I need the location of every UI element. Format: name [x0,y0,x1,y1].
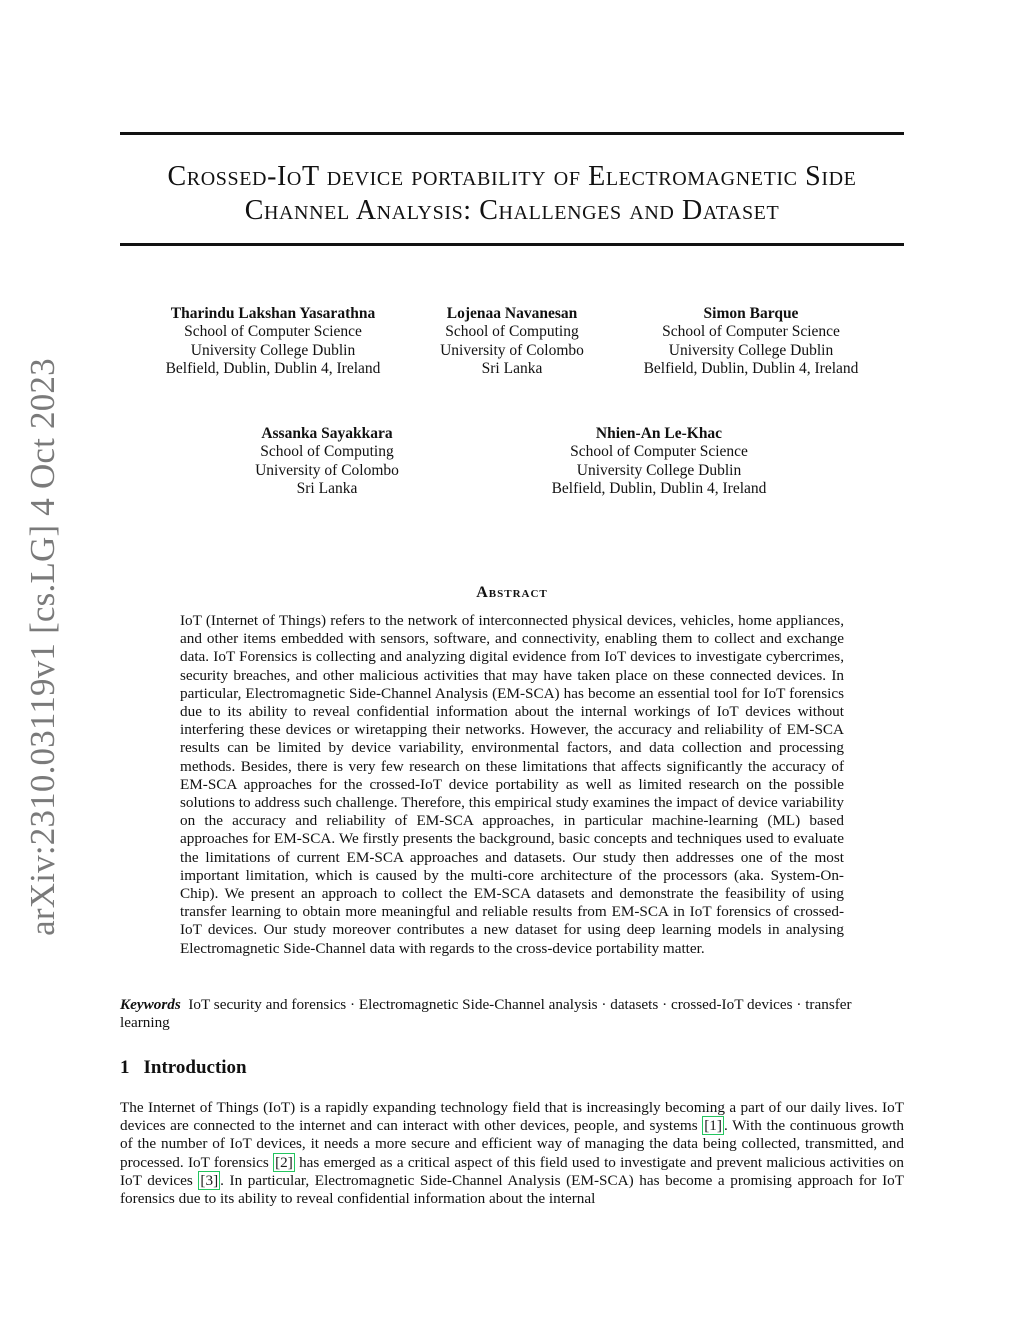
author-affiliation-line: Belfield, Dublin, Dublin 4, Ireland [551,479,767,497]
author-affiliation-line: University College Dublin [190,341,356,359]
author-block [255,425,399,498]
intro-text-segment: The Internet of Things (IoT) is a rapidly expanding technology field that is increasingly becoming a part of our daily lives. IoT devices are connected to the internet and can interact with other devices, people, and systems [120,1099,904,1135]
author-affiliation-line: School of Computer Science [184,323,362,341]
introduction-paragraph [120,1099,904,1208]
author-affiliation-line: School of Computer Science [662,323,840,341]
keywords-label: Keywords [120,996,181,1013]
author-name: Assanka Sayakkara [261,425,393,442]
intro-text-segment: . With the continuous growth of the number of IoT devices, it needs a more secure and efficient way of managing the data being collected, transmitted, and processed. IoT forensics [120,1117,905,1171]
title-top-rule [120,132,904,135]
section-heading-introduction [120,1057,247,1079]
citation-link[interactable]: [3] [200,1171,219,1189]
author-block [552,425,767,498]
citation-link[interactable]: [2] [275,1153,293,1171]
author-name: Lojenaa Navanesan [446,305,578,322]
section-title: Introduction [143,1057,247,1078]
author-name: Tharindu Lakshan Yasarathna [170,305,376,322]
author-affiliation-line: University College Dublin [576,461,742,479]
keywords [120,996,904,1032]
author-affiliation-line: Sri Lanka [296,479,358,497]
author-affiliation-line: University of Colombo [440,341,584,359]
author-affiliation-line: School of Computing [445,323,579,341]
citation-link[interactable]: [1] [704,1117,722,1135]
author-affiliation-line: University College Dublin [668,341,834,359]
author-affiliation-line: University of Colombo [255,461,399,479]
intro-text-segment: . In particular, Electromagnetic Side-Channel Analysis (EM-SCA) has become a promising approach for IoT forensics due to its ability to reveal confidential information about the internal [120,1171,904,1208]
author-name: Nhien-An Le-Khac [595,425,723,442]
author-name: Simon Barque [703,305,799,322]
keywords-list: IoT security and forensics · Electromagnetic Side-Channel analysis · datasets · crossed-IoT devices · transfer learning [120,996,852,1032]
author-block [166,305,381,378]
author-affiliation-line: Belfield, Dublin, Dublin 4, Ireland [165,359,381,377]
author-affiliation-line: Belfield, Dublin, Dublin 4, Ireland [643,359,859,377]
arxiv-identifier-stamp: arXiv:2310.03119v1 [cs.LG] 4 Oct 2023 [23,358,62,936]
author-affiliation-line: School of Computing [260,443,394,461]
intro-text-segment: has emerged as a critical aspect of this field used to investigate and prevent malicious activities on IoT devices [120,1153,904,1189]
section-number: 1 [120,1057,130,1078]
author-affiliation-line: Sri Lanka [481,359,543,377]
abstract-heading: Abstract [476,584,548,601]
title-bottom-rule [120,243,904,246]
author-block [440,305,584,378]
paper-title: Crossed-IoT device portability of Electromagnetic Side Channel Analysis: Challenges and Dataset [167,161,857,226]
author-block [644,305,859,378]
abstract-body: IoT (Internet of Things) refers to the network of interconnected physical devices, vehicles, home appliances, and other items embedded with sensors, software, and connectivity, enabling them to collect and exchange data. IoT Forensics is collecting and analyzing digital evidence from IoT devices to investigate cybercrimes, security breaches, and other malicious activities that may have taken place on these connected devices. In particular, Electromagnetic Side-Channel Analysis (EM-SCA) has become an essential tool for IoT forensics due to its ability to reveal confidential information about the internal workings of IoT devices without interfering these devices or wiretapping their networks. However, the accuracy and reliability of EM-SCA results can be limited by device variability, environmental factors, and data collection and processing methods. Besides, there is very few research on these limitations that affects significantly the accuracy of EM-SCA approaches for the crossed-IoT device portability as well as limited research on the possible solutions to address such challenge. Therefore, this empirical study examines the impact of device variability on the accuracy and reliability of EM-SCA approaches, in particular machine-learning (ML) based approaches for EM-SCA. We firstly presents the background, basic concepts and techniques used to evaluate the limitations of current EM-SCA approaches and datasets. Our study then addresses one of the most important limitation, which is caused by the multi-core architecture of the processors (aka. System-On-Chip). We present an approach to collect the EM-SCA datasets and demonstrate the feasibility of using transfer learning to obtain more meaningful and reliable results from EM-SCA in IoT forensics of crossed-IoT devices. Our study moreover contributes a new dataset for using deep learning models in analysing Electromagnetic Side-Channel data with regards to the cross-device portability matter. [180,612,844,957]
author-affiliation-line: School of Computer Science [570,443,748,461]
